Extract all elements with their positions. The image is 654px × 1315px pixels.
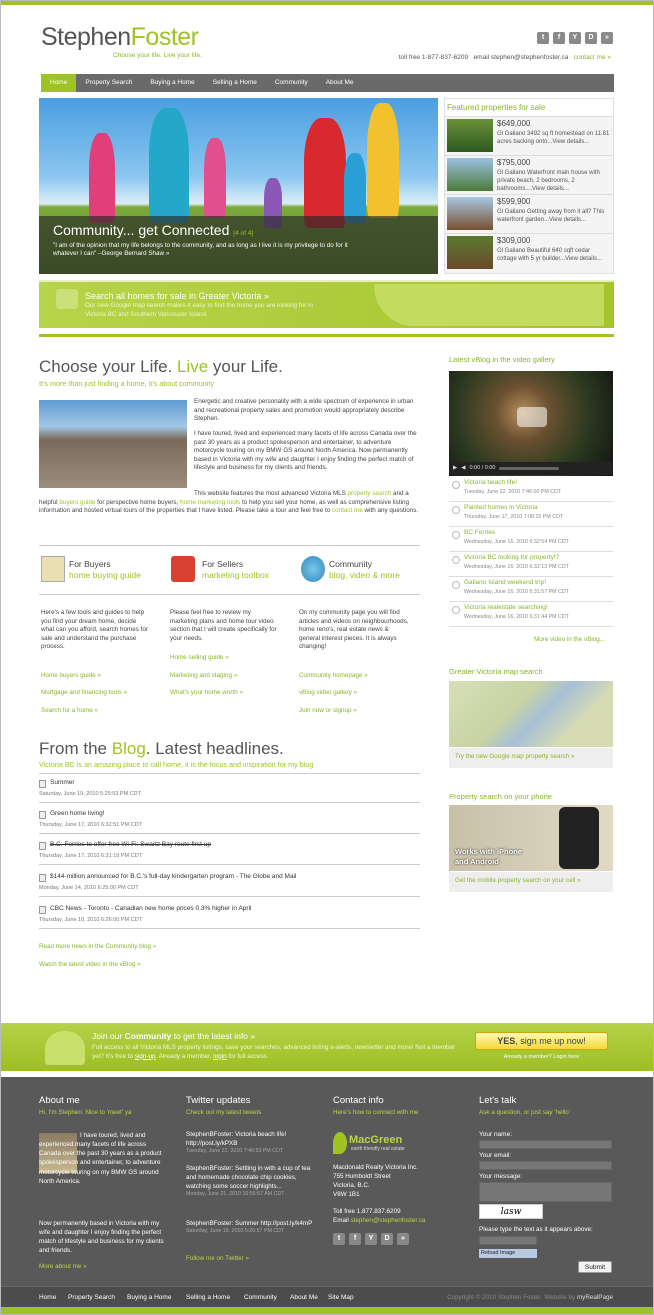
sellers-text: Please feel free to review my marketing plans and home tour video section that I will create specifically for your needs. <box>170 609 277 642</box>
divider <box>39 545 420 546</box>
captcha-image: lasw <box>479 1204 543 1219</box>
twitter-title: Twitter updates <box>186 1095 251 1106</box>
document-icon <box>39 906 46 914</box>
join-text-c: for full access. <box>226 1052 269 1060</box>
property-text: Gl Galiano Beautiful 640 sqft cedar cottage with 5 yr builder...View details... <box>497 247 602 262</box>
community-blog-link[interactable]: Read more news in the Community blog » <box>39 943 157 950</box>
digg-icon[interactable]: D <box>585 32 597 44</box>
document-icon <box>39 780 46 788</box>
featured-item[interactable] <box>445 155 613 194</box>
blog-item-title[interactable]: Summer <box>50 779 75 786</box>
contact-address <box>333 1163 463 1200</box>
featured-heading: Featured properties for sale <box>445 99 613 116</box>
document-icon <box>39 874 46 882</box>
community-homepage-link[interactable]: Community homepage » <box>299 672 368 679</box>
email-label: Your email: <box>479 1152 512 1159</box>
vblog-link[interactable]: Watch the latest video in the vBlog » <box>39 961 141 968</box>
video-list <box>449 477 613 629</box>
tweet-date: Monday, June 21, 2010 10:55:57 AM CDT <box>186 1191 285 1198</box>
divider <box>39 594 420 595</box>
blog-item-date: Thursday, June 10, 2010 6:26:00 PM CDT <box>39 917 142 923</box>
blog-title-b: Blog <box>111 739 146 758</box>
p3-a: This website features the most advanced Victoria MLS <box>194 490 348 497</box>
tweet-text[interactable]: StephenBFoster: Victoria beach life! http://post.ly/kPXB <box>186 1131 287 1148</box>
property-thumbnail[interactable] <box>447 119 493 152</box>
social-icons <box>537 32 613 44</box>
contact-email-line <box>333 1216 463 1225</box>
magnifier-icon <box>56 289 78 309</box>
about-p1: I have toured, lived and experienced many facets of life across Canada over the past 30 years as a product spokesperson and entertainer, to adventure motorcycle touring on my BMW GS around North America. <box>39 1132 162 1185</box>
community-text: On my community page you will find articles and videos on neighbourhoods, home reno's, real estate news & general interest pieces. It is always changing! <box>299 609 409 650</box>
logo-first: Stephen <box>41 23 131 51</box>
join-title-a: Join our <box>92 1031 125 1041</box>
property-thumbnail[interactable] <box>447 236 493 269</box>
rss-icon[interactable]: » <box>601 32 613 44</box>
buyers-text: Here's a few tools and guides to help you find your dream home, decide what can you afford, search homes for sale and understand the purchase process. <box>41 609 148 650</box>
login-link[interactable]: login <box>213 1052 227 1060</box>
document-icon <box>39 842 46 850</box>
email-label: email <box>473 54 490 61</box>
marketing-staging-link[interactable]: Marketing and staging » <box>170 672 238 679</box>
about-p2: Now permanently based in Victoria with my wife and daughter I enjoy finding the perfect match of lifestyle and business for my clients and friends. <box>39 1220 164 1255</box>
talk-subtitle: Ask a question, or just say 'hello' <box>479 1109 570 1116</box>
contact-email-link[interactable]: stephen@stephenfoster.ca <box>350 1217 426 1224</box>
more-about-me-link[interactable]: More about me » <box>39 1263 87 1270</box>
hero-slideshow[interactable] <box>39 98 438 274</box>
sellers-title: For Sellers <box>202 559 244 569</box>
hero-caption-title[interactable] <box>53 221 424 240</box>
home-marketing-tools-link[interactable]: home marketing tools <box>180 498 241 506</box>
footer-nav-buying[interactable]: Buying a Home <box>127 1294 172 1301</box>
video-date: Thursday, June 17, 2010 7:08:15 PM CDT <box>464 513 564 520</box>
map-thumbnail[interactable] <box>449 681 613 747</box>
facebook-icon[interactable]: f <box>349 1233 361 1245</box>
document-icon <box>39 811 46 819</box>
hero-figure <box>149 108 189 223</box>
blog-item[interactable] <box>39 902 420 929</box>
play-button-icon[interactable]: ▶ <box>453 464 458 471</box>
map-search-heading: Greater Victoria map search <box>449 667 543 676</box>
video-item[interactable] <box>449 477 613 502</box>
buyers-title: For Buyers <box>69 559 111 569</box>
nav-selling-a-home[interactable]: Selling a Home <box>212 79 257 86</box>
contact-email-label: Email <box>333 1217 351 1224</box>
hero-count: [4 of 4] <box>233 230 254 237</box>
join-signup-link[interactable]: Join now or signup » <box>299 707 357 714</box>
header-email[interactable]: stephen@stephenfoster.ca <box>490 54 569 61</box>
house-sold-icon <box>171 556 195 582</box>
divider <box>39 334 614 337</box>
twitter-subtitle: Check out my latest tweets <box>186 1109 262 1116</box>
address-line: 755 Humboldt Street <box>333 1173 391 1181</box>
play-circle-icon <box>452 531 460 539</box>
intro-p1: Energetic and creative personality with a wide spectrum of experience in urban and recreational property sales and promotion would appropriately describe Stephen. <box>194 398 414 422</box>
name-input[interactable] <box>479 1140 612 1149</box>
video-item[interactable] <box>449 602 613 627</box>
blog-item-title[interactable]: $144-million announced for B.C.'s full-day kindergarten program - The Globe and Mail <box>50 873 297 880</box>
join-text <box>92 1044 462 1061</box>
facebook-icon[interactable]: f <box>553 32 565 44</box>
blog-title <box>39 738 284 761</box>
stephen-photo <box>39 400 187 488</box>
intro-title-b: Live <box>176 357 209 376</box>
message-label: Your message: <box>479 1173 523 1180</box>
top-accent-bar <box>1 1 654 5</box>
video-item[interactable] <box>449 502 613 527</box>
video-item[interactable] <box>449 577 613 602</box>
intro-p2: I have toured, lived and experienced many facets of life across Canada over the past 30 years as a product spokesperson and entertainer, to adventure motorcycle touring on my BMW GS around North America. Now permanently based in Victoria with my wife and daughter I enjoy finding the perfect match of lifestyle and business for my clients and friends. <box>194 430 417 471</box>
bottom-nav <box>1 1286 654 1307</box>
phone-thumbnail[interactable] <box>449 805 613 871</box>
intro-title-c: your Life. <box>208 357 283 376</box>
reload-image-button[interactable]: Reload Image <box>479 1249 537 1258</box>
join-title[interactable] <box>92 1031 255 1042</box>
contact-me-inline-link[interactable]: contact me <box>331 507 363 514</box>
contact-title: Contact info <box>333 1095 384 1106</box>
twitter-icon[interactable]: t <box>333 1233 345 1245</box>
signup-button-yes: YES <box>497 1036 516 1046</box>
video-title[interactable]: BC Ferries <box>464 529 496 536</box>
tweet <box>186 1130 316 1156</box>
play-circle-icon <box>452 481 460 489</box>
footer-nav-selling[interactable]: Selling a Home <box>186 1294 231 1301</box>
hero-quote: "I am of the opinion that my life belongs to the community, and as long as I live it is my privilege to do for it whatever I can" –George Bernard Shaw » <box>53 241 348 258</box>
blog-item[interactable] <box>39 838 420 865</box>
search-banner-title[interactable]: Search all homes for sale in Greater Victoria » <box>85 291 269 301</box>
captcha-prompt: Please type the text as it appears above: <box>479 1226 593 1233</box>
video-title[interactable]: Victoria BC looking for property!? <box>464 554 560 561</box>
video-date: Wednesday, June 16, 2010 6:31:57 PM CDT <box>464 588 569 595</box>
blog-item-title[interactable]: Green home living! <box>50 810 105 817</box>
contact-subtitle: Here's how to connect with me <box>333 1109 419 1116</box>
buyers-subtitle: home buying guide <box>69 570 141 581</box>
hero-figure <box>304 118 346 228</box>
footer-nav-community[interactable]: Community <box>244 1294 277 1301</box>
header-phone: 1-877-837-6209 <box>421 54 469 61</box>
tweet-date: Saturday, June 19, 2010 5:26:57 PM CDT <box>186 1228 285 1235</box>
logo-last: Foster <box>130 23 199 51</box>
blog-item-date: Monday, June 14, 2010 6:25:00 PM CDT <box>39 885 139 891</box>
property-text: Gl Galiano Getting away from it all? This waterfront garden...View details... <box>497 208 605 223</box>
property-thumbnail[interactable] <box>447 158 493 191</box>
blog-item-title[interactable]: CBC News - Toronto - Canadian new home prices 0.3% higher in April <box>50 905 252 912</box>
address-line: V8W 1B1 <box>333 1191 360 1199</box>
intro-title-a: Choose your Life. <box>39 357 177 376</box>
property-thumbnail[interactable] <box>447 197 493 230</box>
property-price: $309,000 <box>497 236 531 245</box>
signup-button[interactable] <box>475 1032 608 1050</box>
p3-e: with any questions. <box>362 507 419 514</box>
digg-icon[interactable]: D <box>381 1233 393 1245</box>
nav-home[interactable]: Home <box>41 74 76 92</box>
play-circle-icon <box>452 606 460 614</box>
community-subtitle: blog, video & more <box>329 570 400 581</box>
join-title-b: Community <box>124 1031 172 1041</box>
nav-property-search[interactable]: Property Search <box>85 79 133 86</box>
phone-search-caption[interactable]: Get the mobile property search on your cell » <box>449 872 613 892</box>
youtube-icon[interactable]: Y <box>569 32 581 44</box>
play-circle-icon <box>452 506 460 514</box>
intro-title <box>39 356 283 379</box>
signup-link[interactable]: sign-up <box>134 1052 156 1060</box>
blog-item-date: Saturday, June 19, 2010 5:25:53 PM CDT <box>39 791 142 797</box>
main-nav <box>41 74 614 92</box>
tweet <box>186 1219 316 1236</box>
featured-item[interactable] <box>445 233 613 272</box>
submit-button[interactable]: Submit <box>578 1261 612 1273</box>
macgreen-tagline: earth friendly real estate <box>351 1146 405 1152</box>
macgreen-logo-icon <box>333 1132 347 1154</box>
youtube-icon[interactable]: Y <box>365 1233 377 1245</box>
blog-title-c: . Latest headlines. <box>145 739 284 758</box>
video-scrubber[interactable] <box>499 467 559 470</box>
mortgage-tools-link[interactable]: Mortgage and financing tools » <box>41 689 128 696</box>
follow-twitter-link[interactable]: Follow me on Twitter » <box>186 1255 249 1262</box>
p3-c: for perspective home buyers, <box>95 498 181 506</box>
smartphone-graphic <box>559 807 599 869</box>
vblog-heading: Latest vBlog in the video gallery <box>449 355 555 364</box>
more-video-link[interactable]: More video in the vBlog... <box>534 636 606 643</box>
blog-item-title[interactable]: B.C. Ferries to offer free Wi-Fi; Swartz Bay route first up <box>50 841 211 848</box>
checklist-icon <box>41 556 65 582</box>
footer-social-icons <box>333 1233 409 1245</box>
map-search-caption[interactable]: Try the new Google map property search » <box>449 748 613 768</box>
toll-free-label: toll free <box>398 54 421 61</box>
play-icon[interactable] <box>517 407 547 427</box>
copyright-text: Copyright © 2010 Stephen Foster. Website by <box>447 1294 577 1301</box>
p3-b: and a helpful <box>39 490 409 506</box>
name-label: Your name: <box>479 1131 513 1138</box>
message-textarea[interactable] <box>479 1182 612 1202</box>
macgreen-logo: MacGreen <box>349 1134 403 1146</box>
vblog-gallery-link[interactable]: vBlog video gallery » <box>299 689 358 696</box>
footer-nav-about[interactable]: About Me <box>290 1294 318 1301</box>
featured-properties <box>444 98 614 274</box>
copyright <box>447 1294 613 1303</box>
about-title: About me <box>39 1095 80 1106</box>
video-item[interactable] <box>449 552 613 577</box>
hero-figure <box>89 133 115 223</box>
phone-search-heading: Property search on your phone <box>449 792 552 801</box>
play-circle-icon <box>452 556 460 564</box>
play-circle-icon <box>452 581 460 589</box>
twitter-icon[interactable]: t <box>537 32 549 44</box>
video-date: Tuesday, June 22, 2010 7:46:00 PM CDT <box>464 488 562 495</box>
video-title[interactable]: Victoria realestate searching! <box>464 604 548 611</box>
featured-item[interactable] <box>445 194 613 233</box>
buyers-guide-link[interactable]: buyers guide <box>59 498 96 506</box>
sellers-heading[interactable] <box>202 559 269 582</box>
video-item[interactable] <box>449 527 613 552</box>
join-title-c: to get the latest info » <box>171 1031 255 1041</box>
contact-phone: Toll free 1.877.837.6209 <box>333 1208 401 1215</box>
tweet-date: Tuesday, June 22, 2010 7:46:53 PM CDT <box>186 1148 284 1155</box>
property-text: Gl Galiano Waterfront main house with private beach, 2 bedrooms, 2 bathrooms....View details... <box>497 169 600 192</box>
footer-nav-property-search[interactable]: Property Search <box>68 1294 115 1301</box>
tagline: Choose your life. Live your life. <box>113 52 202 59</box>
divider <box>39 773 420 774</box>
video-controls <box>449 462 613 475</box>
video-player[interactable] <box>449 371 613 476</box>
hero-title-text: Community... get Connected <box>53 222 230 238</box>
captcha-input[interactable] <box>479 1236 537 1245</box>
join-text-a: Full access to all Victoria MLS property listings, save your searches, advanced listing e-alerts, newsletter and more! Not a member yet? It's free to <box>92 1044 456 1060</box>
property-price: $599,900 <box>497 197 531 206</box>
video-title[interactable]: Galiano Island weekend trip! <box>464 579 547 586</box>
myrealpage-link[interactable]: myRealPage <box>576 1294 613 1301</box>
home-worth-link[interactable]: What's your home worth » <box>170 689 243 696</box>
rss-icon[interactable]: » <box>397 1233 409 1245</box>
search-banner-text: Our new Google map search makes it easy to find the home you are looking for in Victoria BC and Southern Vancouver Island. <box>85 302 313 318</box>
signup-button-text: , sign me up now! <box>515 1036 586 1046</box>
tweet-text[interactable]: StephenBFoster: Summer http://post.ly/k4mP <box>186 1220 313 1227</box>
footer-nav-home[interactable]: Home <box>39 1294 57 1301</box>
nav-about-me[interactable]: About Me <box>325 79 354 86</box>
blog-item-date: Thursday, June 17, 2010 6:32:51 PM CDT <box>39 822 142 828</box>
property-text: Gl Galiano 3492 sq ft homestead on 11.81 acres backing onto...View details... <box>497 130 610 145</box>
search-banner[interactable] <box>39 280 614 328</box>
video-date: Wednesday, June 16, 2010 6:31:44 PM CDT <box>464 613 569 620</box>
video-date: Wednesday, June 16, 2010 6:32:54 PM CDT <box>464 538 569 545</box>
property-search-link[interactable]: property search <box>347 490 392 497</box>
already-member-link[interactable]: Already a member? Login here <box>503 1054 580 1060</box>
buyers-heading[interactable] <box>69 559 141 582</box>
blog-subtitle: Victoria BC is an amazing place to call home, it is the focus and inspiration for my blog <box>39 760 314 769</box>
community-people-icon <box>45 1031 85 1065</box>
map-graphic <box>374 284 604 326</box>
join-text-b: . Already a member, <box>155 1052 214 1060</box>
volume-icon[interactable]: ◀ <box>461 464 466 471</box>
community-title: Community <box>329 559 372 569</box>
tweet <box>186 1164 316 1199</box>
contact-me-link[interactable]: contact me » <box>573 54 611 61</box>
email-input[interactable] <box>479 1161 612 1170</box>
hero-figure <box>204 138 226 218</box>
property-price: $649,000 <box>497 119 531 128</box>
blog-title-a: From the <box>39 739 112 758</box>
about-subtitle: Hi, I'm Stephen. Nice to 'meet' ya <box>39 1109 132 1116</box>
video-date: Wednesday, June 16, 2010 6:32:13 PM CDT <box>464 563 569 570</box>
site-logo[interactable] <box>41 21 199 55</box>
blog-item[interactable] <box>39 807 420 834</box>
p3-d: to help you sell your home, as well as comprehensive listing information and hosted virtual tours of the properties that I have listed. Please take a tour and feel free to <box>39 498 409 514</box>
intro-subtitle: It's more than just finding a home, it's about community <box>39 379 214 388</box>
video-title[interactable]: Painted homes in Victoria <box>464 504 538 511</box>
address-line: Macdonald Realty Victoria Inc. <box>333 1164 418 1171</box>
featured-item[interactable] <box>445 116 613 155</box>
blog-item[interactable] <box>39 870 420 897</box>
intro-p3 <box>39 490 420 516</box>
header-contact <box>399 54 611 63</box>
blog-item-date: Thursday, June 17, 2010 6:31:19 PM CDT <box>39 853 142 859</box>
video-time: 0:00 / 0:00 <box>469 464 496 471</box>
tweet-text[interactable]: StephenBFoster: Settling in with a cup of tea and homemade chocolate chip cookies, watching some soccer highlights... <box>186 1165 311 1191</box>
community-people-icon <box>301 556 325 582</box>
home-buyers-guide-link[interactable]: Home buyers guide » <box>41 672 101 679</box>
talk-title: Let's talk <box>479 1095 517 1106</box>
sellers-subtitle: marketing toolbox <box>202 570 270 581</box>
property-price: $795,000 <box>497 158 531 167</box>
phone-overlay-text: Works with iPhone and Android <box>455 847 522 867</box>
hero-figure <box>344 153 366 223</box>
home-selling-guide-link[interactable]: Home selling guide » <box>170 654 229 661</box>
blog-item[interactable] <box>39 776 420 803</box>
video-title[interactable]: Victoria beach life! <box>464 479 517 486</box>
footer-nav-sitemap[interactable]: Site Map <box>328 1294 354 1301</box>
bottom-accent-bar <box>1 1307 654 1315</box>
search-home-link[interactable]: Search for a home » <box>41 707 99 714</box>
nav-buying-a-home[interactable]: Buying a Home <box>150 79 195 86</box>
address-line: Victoria, B.C. <box>333 1182 370 1190</box>
nav-community[interactable]: Community <box>274 79 308 86</box>
hero-figure <box>367 103 399 218</box>
community-heading[interactable] <box>329 559 400 582</box>
hero-caption <box>39 216 438 274</box>
